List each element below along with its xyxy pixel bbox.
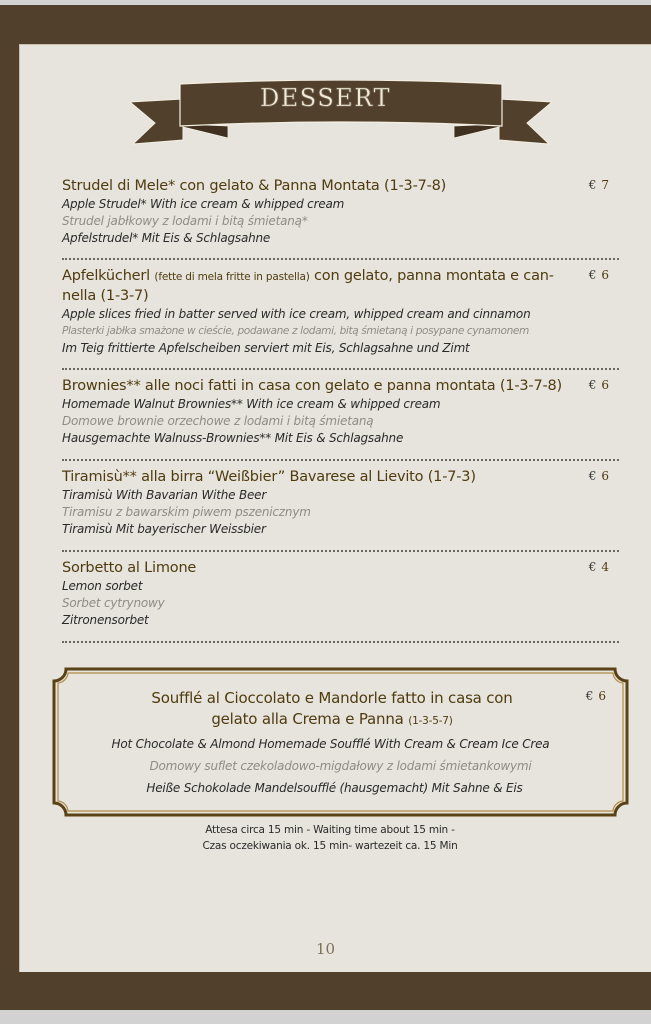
special-desc-polish: Domowy suflet czekoladowo-migdałowy z lodami śmietankowymi [149,759,532,773]
waiting-line2: Czas oczekiwania ok. 15 min- wartezeit ca. 15 Min [202,840,458,852]
currency-euro: € [588,178,598,192]
item-price [589,268,610,282]
special-title [92,688,572,732]
item-desc-polish: Plasterki jabłka smażone w cieście, podawane z lodami, bitą śmietaną i posypane cynamonem [62,325,529,337]
item-desc-polish: Sorbet cytrynowy [62,596,165,610]
item-title: Tiramisù** alla birra “Weißbier” Bavarese al Lievito (1-7-3) [62,469,476,485]
item-price [589,560,610,574]
item-desc-german: Apfelstrudel* Mit Eis & Schlagsahne [62,231,271,245]
special-price [586,689,607,703]
special-souffle-box [52,667,629,817]
item-desc-german: Tiramisù Mit bayerischer Weissbier [62,522,266,536]
special-title-line2-text: gelato alla Crema e Panna [211,710,404,728]
currency-euro: € [585,689,595,703]
page-number: 10 [315,940,336,958]
item-desc-polish: Domowe brownie orzechowe z lodami i bitą śmietaną [62,414,374,428]
item-title-rest: con gelato, panna montata e can-nella (1-3-7) [62,268,554,304]
price-value: 6 [601,469,610,483]
item-desc-english: Apple slices fried in batter served with ice cream, whipped cream and cinnamon [62,307,531,321]
item-desc-german: Im Teig frittierte Apfelscheiben serviert mit Eis, Schlagsahne und Zimt [62,341,470,355]
menu-item-strudel [62,177,622,247]
dotted-divider [62,550,619,552]
special-desc-english: Hot Chocolate & Almond Homemade Soufflé With Cream & Cream Ice Crea [111,737,550,751]
dotted-divider [62,368,619,370]
menu-item-tiramisu [62,468,622,538]
dotted-divider [62,641,619,643]
item-desc-english: Tiramisù With Bavarian Withe Beer [62,488,267,502]
currency-euro: € [588,378,598,392]
price-value: 6 [601,268,610,282]
item-desc-english: Homemade Walnut Brownies** With ice cream & whipped cream [62,397,441,411]
price-value: 4 [601,560,610,574]
waiting-time-note [150,822,510,854]
item-title-note: (fette di mela fritte in pastella) [154,271,310,283]
currency-euro: € [588,268,598,282]
waiting-line1: Attesa circa 15 min - Waiting time about 15 min - [205,824,455,836]
item-desc-polish: Tiramisu z bawarskim piwem pszenicznym [62,505,311,519]
item-title [62,267,577,306]
item-desc-english: Apple Strudel* With ice cream & whipped cream [62,197,345,211]
special-title-line1: Soufflé al Cioccolato e Mandorle fatto in casa con [151,689,513,707]
item-title: Sorbetto al Limone [62,560,197,576]
item-price [589,378,610,392]
special-allergens: (1-3-5-7) [408,715,453,727]
special-title-line2 [92,709,572,732]
item-desc-german: Zitronensorbet [62,613,149,627]
dotted-divider [62,258,619,260]
price-value: 6 [601,378,610,392]
price-value: 7 [601,178,610,192]
menu-item-apfelkuecherl [62,267,622,357]
item-desc-german: Hausgemachte Walnuss-Brownies** Mit Eis & Schlagsahne [62,431,404,445]
currency-euro: € [588,560,598,574]
item-price [589,178,610,192]
menu-item-brownies [62,377,622,447]
item-title-main: Apfelküchеrl [62,268,150,284]
item-desc-english: Lemon sorbet [62,579,143,593]
item-title: Strudel di Mele* con gelato & Panna Montata (1-3-7-8) [62,178,447,194]
currency-euro: € [588,469,598,483]
section-title: DESSERT [260,84,391,112]
item-desc-polish: Strudel jabłkowy z lodami i bitą śmietaną* [62,214,308,228]
item-title: Brownies** alle noci fatti in casa con gelato e panna montata (1-3-7-8) [62,378,562,394]
special-desc-german: Heiße Schokolade Mandelsoufflé (hausgemacht) Mit Sahne & Eis [146,781,523,795]
price-value: 6 [598,689,607,703]
menu-item-sorbetto [62,559,622,629]
dotted-divider [62,459,619,461]
item-price [589,469,610,483]
